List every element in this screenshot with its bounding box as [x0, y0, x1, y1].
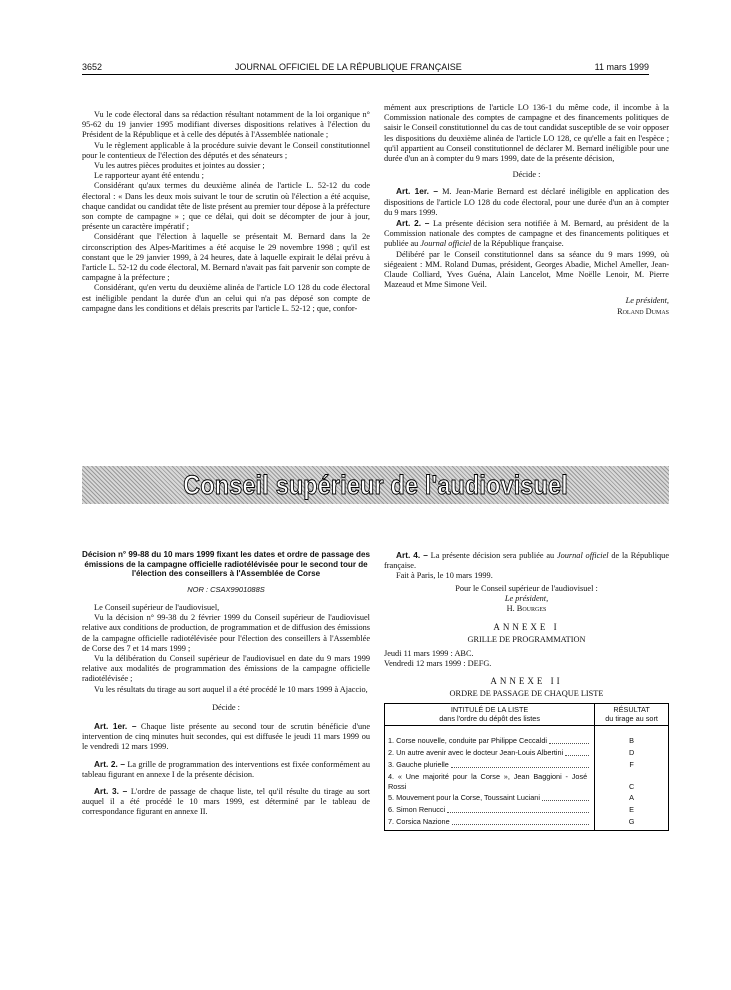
draw-result: D [595, 747, 669, 759]
article-text: de la République française. [473, 239, 564, 249]
paragraph: Vu le code électoral dans sa rédaction résultant notamment de la loi organique n° 95-62 du 19 janvier 1995 modifiant diverses dispositions relatives à l'élection du Président de la République et à celle des députés à l'Assemblée nationale ; [82, 110, 370, 140]
article-label: Art. 1er. – [94, 721, 137, 732]
paragraph: mément aux prescriptions de l'article LO 136-1 du même code, il incombe à la Commission nationale des comptes de campagne et des financements politiques de saisir le Conseil constitutionnel du cas de tout candidat susceptible de se voir opposer les dispositions du deuxième alinéa de l'article LO 128, ce qu'elle a fait en l'espèce ; qu'il appartient au Conseil constitutionnel de déclarer M. Bernard inéligible pour une durée d'un an à compter du 9 mars 1999, date de la présente décision, [384, 103, 669, 164]
article-2 [384, 218, 669, 250]
list-name [385, 759, 595, 771]
page-header [82, 62, 649, 75]
draw-result: B [595, 726, 669, 747]
paragraph: Vu les résultats du tirage au sort auquel il a été procédé le 10 mars 1999 à Ajaccio, [94, 684, 368, 694]
list-name [385, 747, 595, 759]
annex-2-subtitle: ORDRE DE PASSAGE DE CHAQUE LISTE [449, 689, 604, 699]
paragraph: Considérant que l'élection à laquelle se présentait M. Bernard dans la 2e circonscription des Alpes-Maritimes a été acquise le 29 novembre 1998 ; qu'il est constant que le 29 janvier 1999, à 24 heures, date à laquelle expirait le délai prévu à l'article L. 52-12 du code électoral, M. Bernard n'avait pas fait parvenir son compte de campagne à la préfecture ; [82, 232, 370, 283]
article-3 [82, 786, 370, 818]
header-line: RÉSULTAT [613, 705, 650, 715]
paragraph: Considérant, qu'en vertu du deuxième alinéa de l'article LO 128 du code électoral est inéligible pendant la durée d'un an celui qui n'a pas déposé son compte de campagne dans les conditions et délais prescrits par l'article L. 52-12 ; que, confor- [82, 283, 370, 313]
cell-text: 4. « Une majorité pour la Corse », Jean Baggioni - José Rossi [388, 771, 588, 791]
journal-ref: Journal officiel [420, 239, 472, 249]
article-text: La présente décision sera notifiée à M. Bernard, au président de la Commission nationale des comptes de campagne et des financements politiques et publiée au [384, 219, 669, 249]
signature-role: Le président, [625, 296, 669, 306]
paragraph: Le Conseil supérieur de l'audiovisuel, [94, 602, 220, 612]
paragraph: Vu la délibération du Conseil supérieur de l'audiovisuel en date du 9 mars 1999 relative aux modalités de programmation des émissions de la campagne officielle radiotélévisée ; [82, 654, 370, 684]
draw-result: G [595, 816, 669, 830]
article-text: La grille de programmation des interventions est fixée conformément au tableau figurant en annexe I de la présente décision. [82, 759, 370, 779]
article-label: Art. 2. – [94, 758, 125, 769]
signature-role: Le président, [504, 593, 549, 603]
decision-title: Décision n° 99-88 du 10 mars 1999 fixant les dates et ordre de passage des émissions de la campagne officielle radiotélévisée pour le second tour de l'élection des conseillers à l'Assemblée de Corse [82, 550, 370, 579]
banner-title: Conseil supérieur de l'audiovisuel [183, 469, 568, 500]
draw-result: C [595, 771, 669, 793]
signature-name: Roland Dumas [617, 306, 669, 316]
annex-2-title: ANNEXE II [490, 676, 563, 687]
cell-text: 1. Corse nouvelle, conduite par Philippe Ceccaldi [388, 736, 548, 746]
issue-date: 11 mars 1999 [594, 62, 649, 72]
decide-heading: Décide : [212, 702, 240, 712]
bottom-right-column [384, 550, 669, 831]
article-text: L'ordre de passage de chaque liste, tel qu'il résulte du tirage au sort auquel il a été procédé le 10 mars 1999, est déterminé par le tableau de correspondance figurant en annexe II. [82, 787, 371, 817]
deliberation: Délibéré par le Conseil constitutionnel dans sa séance du 9 mars 1999, où siégeaient : MM. Roland Dumas, président, Georges Abadie, Michel Ameller, Jean-Claude Colliard, Yves Guéna, Alain Lancelot, Mme Noëlle Lenoir, M. Pierre Mazeaud et Mme Simone Veil. [384, 249, 669, 290]
table-row [385, 792, 669, 804]
header-line: INTITULÉ DE LA LISTE [450, 705, 529, 715]
schedule-line: Vendredi 12 mars 1999 : DEFG. [384, 658, 492, 668]
header-line: dans l'ordre du dépôt des listes [439, 713, 540, 723]
table-row [385, 726, 669, 747]
table-row [385, 804, 669, 816]
journal-ref: Journal officiel [556, 551, 609, 560]
section-banner [82, 466, 669, 504]
article-label: Art. 3. – [94, 786, 128, 797]
cell-text: 2. Un autre avenir avec le docteur Jean-Louis Albertini [388, 748, 564, 758]
cell-text: 7. Corsica Nazione [388, 817, 450, 827]
draw-result: F [595, 759, 669, 771]
journal-title: JOURNAL OFFICIEL DE LA RÉPUBLIQUE FRANÇAISE [234, 62, 462, 72]
list-name [385, 804, 595, 816]
paragraph: Vu les autres pièces produites et jointes au dossier ; [94, 161, 265, 171]
article-text: M. Jean-Marie Bernard est déclaré inéligible en application des dispositions de l'article LO 128 du code électoral, pour une durée d'un an à compter du 9 mars 1999. [384, 187, 670, 217]
article-4 [384, 550, 669, 571]
table-row [385, 759, 669, 771]
page-number: 3652 [82, 62, 103, 72]
article-label: Art. 4. – [396, 550, 428, 560]
list-name [385, 816, 595, 830]
table-row [385, 771, 669, 793]
place-date: Fait à Paris, le 10 mars 1999. [396, 571, 493, 581]
cell-text: 3. Gauche plurielle [388, 760, 449, 770]
list-name [385, 771, 595, 793]
paragraph: Considérant qu'aux termes du deuxième alinéa de l'article L. 52-12 du code électoral : « Dans les deux mois suivant le tour de scrutin où l'élection a été acquise, chaque candidat ou candidat tête de liste présent au premier tour dépose à la préfecture son compte de campagne » ; que ce délai, qui doit se décompter de jour à jour, présente un caractère impératif ; [82, 181, 370, 232]
schedule-line: Jeudi 11 mars 1999 : ABC. [384, 648, 474, 658]
article-label: Art. 2. – [396, 218, 430, 229]
paragraph: Vu la décision n° 99-38 du 2 février 1999 du Conseil supérieur de l'audiovisuel relative aux conditions de production, de programmation et de diffusion des émissions de la campagne officielle radiotélévisée pour l'élection des conseillers à l'Assemblée de Corse des 7 et 14 mars 1999 ; [82, 613, 370, 653]
header-line: du tirage au sort [605, 713, 658, 723]
nor-reference: NOR : CSAX9901088S [187, 584, 265, 594]
table-row [385, 747, 669, 759]
bottom-left-column [82, 550, 370, 818]
draw-result: E [595, 804, 669, 816]
on-behalf: Pour le Conseil supérieur de l'audiovisuel : [455, 583, 598, 593]
article-1 [82, 721, 370, 753]
cell-text: 6. Simon Renucci [388, 805, 446, 815]
top-right-column [384, 103, 669, 317]
article-label: Art. 1er. – [396, 186, 438, 197]
article-2 [82, 759, 370, 780]
paragraph: Le rapporteur ayant été entendu ; [94, 171, 204, 181]
article-text: de la République française. [384, 551, 669, 571]
passage-order-table [384, 703, 669, 830]
signature-name: H. Bourges [506, 604, 547, 614]
draw-result: A [595, 792, 669, 804]
article-1 [384, 186, 669, 218]
annex-1-title: ANNEXE I [493, 622, 560, 633]
list-name [385, 726, 595, 747]
annex-1-subtitle: GRILLE DE PROGRAMMATION [467, 635, 586, 645]
article-text: Chaque liste présente au second tour de scrutin bénéficie d'une intervention de cinq minutes huit secondes, qui est diffusée le jeudi 11 mars 1999 ou le vendredi 12 mars 1999. [82, 722, 370, 752]
article-text: La présente décision sera publiée au [430, 551, 555, 560]
top-left-column [82, 110, 370, 314]
table-row [385, 816, 669, 830]
decide-heading: Décide : [512, 170, 541, 180]
list-name [385, 792, 595, 804]
cell-text: 5. Mouvement pour la Corse, Toussaint Luciani [388, 793, 540, 803]
column-header [595, 704, 669, 726]
column-header [385, 704, 595, 726]
table-header-row [385, 704, 669, 726]
paragraph: Vu le règlement applicable à la procédure suivie devant le Conseil constitutionnel pour le contentieux de l'élection des députés et des sénateurs ; [82, 140, 370, 160]
